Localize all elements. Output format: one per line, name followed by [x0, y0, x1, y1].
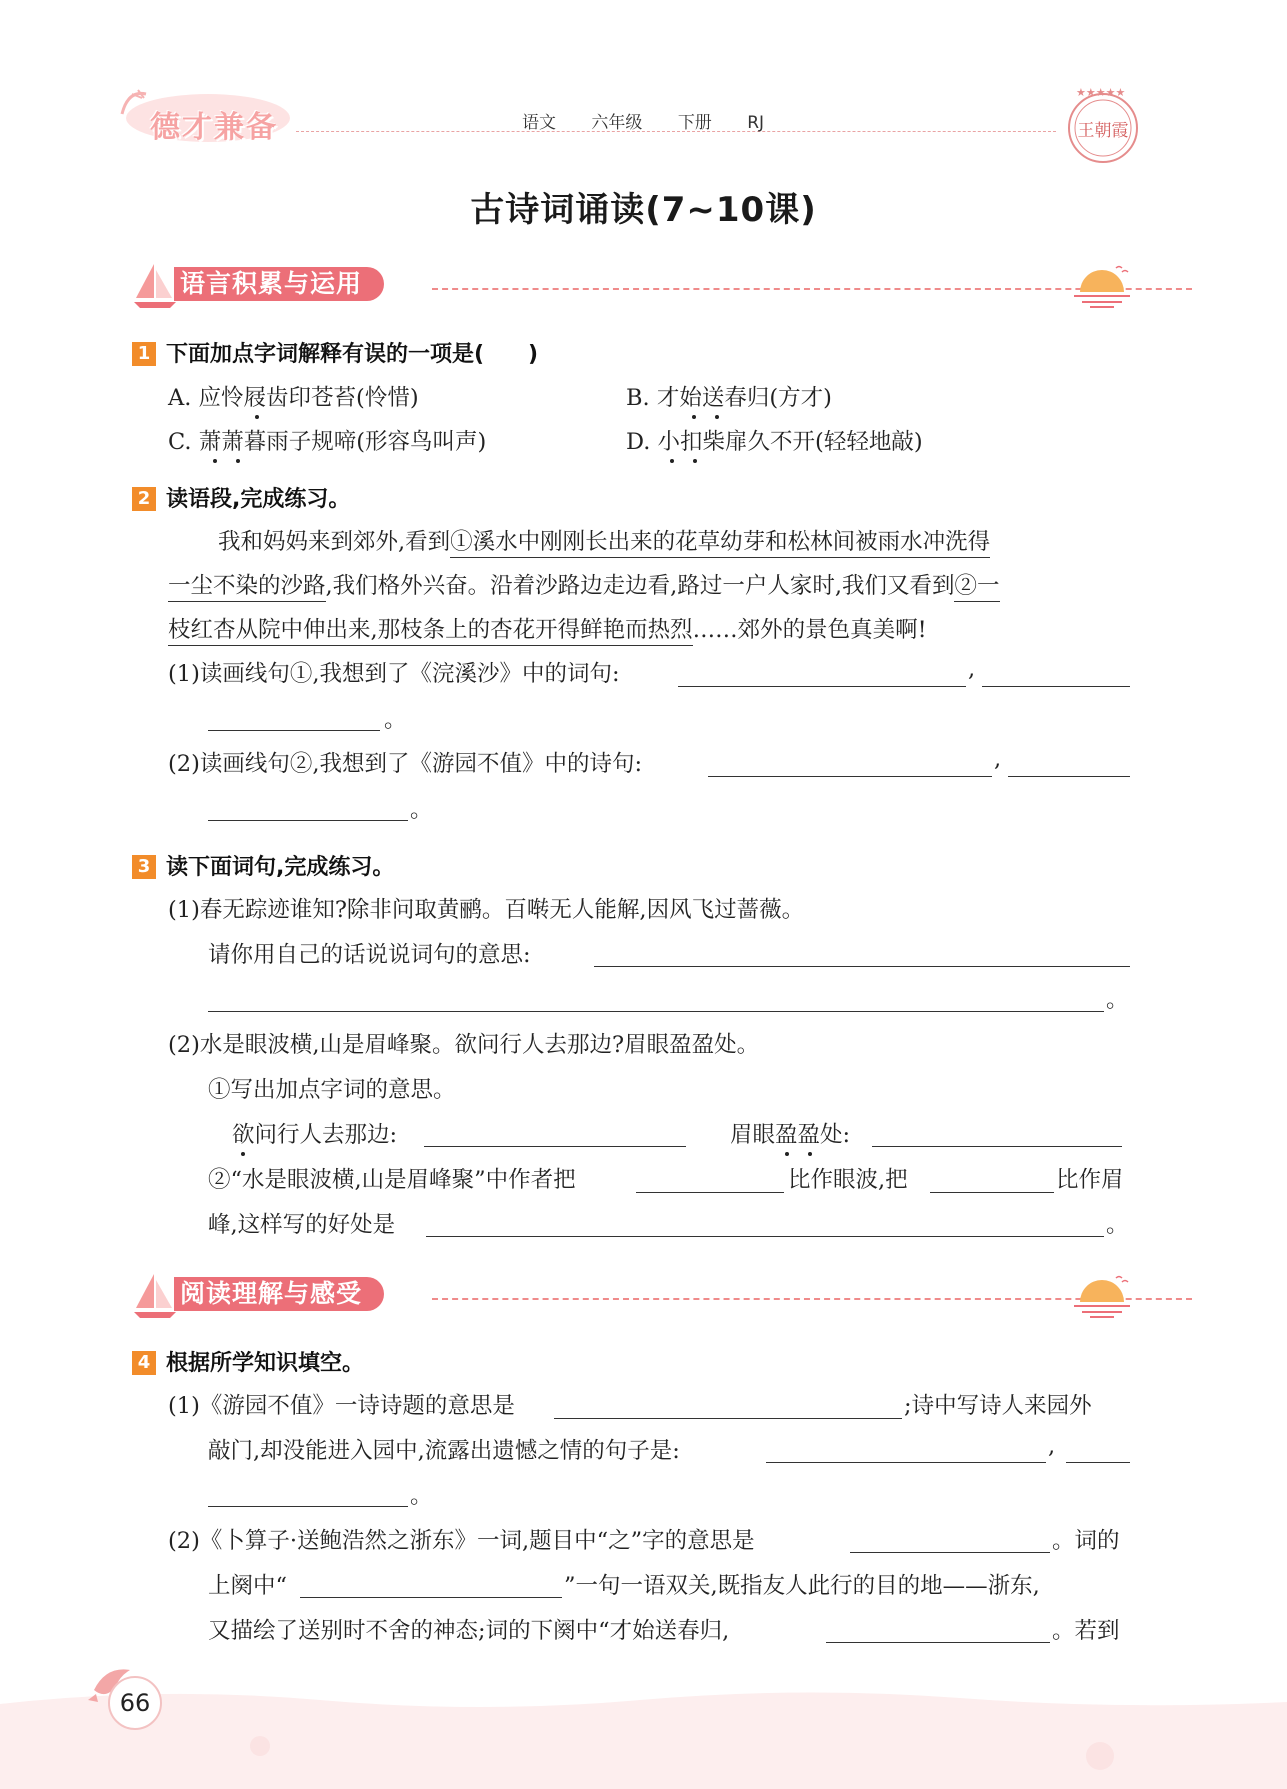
question-1-stem [132, 337, 538, 368]
q3-sub2-2a: ②“水是眼波横,山是眉峰聚”中作者把 [208, 1167, 576, 1193]
emphasis-dot-ying2 [799, 1117, 821, 1147]
option-b-text: B. 才始送春归(方才) [626, 385, 832, 411]
q3-sub1: (1)春无踪迹谁知?除非问取黄鹂。百啭无人能解,因风飞过蔷薇。 [168, 897, 805, 923]
option-a [168, 380, 419, 412]
answer-blank[interactable] [424, 1146, 686, 1147]
answer-blank[interactable] [708, 776, 992, 777]
answer-blank[interactable] [208, 820, 408, 821]
header-volume: 下册 [677, 113, 712, 133]
q3-sub2-1a [232, 1117, 397, 1149]
header-edition: RJ [747, 113, 765, 133]
option-c-text: C. 萧萧暮雨子规啼(形容鸟叫声) [168, 429, 487, 455]
emphasis-dot-a [246, 380, 268, 410]
answer-blank[interactable] [982, 686, 1130, 687]
page-title: 古诗词诵读(7~10课) [470, 190, 817, 230]
question-2-stem [132, 482, 350, 513]
period: 。 [1106, 987, 1129, 1013]
answer-blank[interactable] [426, 1236, 1104, 1237]
emphasis-dot-c1 [204, 424, 226, 454]
q2-sub1: (1)读画线句①,我想到了《浣溪沙》中的词句: [168, 661, 620, 687]
header-book-info [522, 108, 782, 133]
q3-sub2-1: ①写出加点字词的意思。 [208, 1077, 456, 1103]
question-number-4: 4 [132, 1351, 156, 1375]
q3-sub2-2d: 峰,这样写的好处是 [208, 1212, 396, 1238]
comma: , [994, 746, 1002, 772]
q3-sub2-2b: 比作眼波,把 [788, 1167, 908, 1193]
q2-sub2: (2)读画线句②,我想到了《游园不值》中的诗句: [168, 751, 643, 777]
section-title-2: 阅读理解与感受 [174, 1277, 384, 1311]
option-d-text: D. 小扣柴扉久不开(轻轻地敲) [626, 429, 923, 455]
answer-blank[interactable] [850, 1552, 1050, 1553]
q4-line-4a: (2)《卜算子·送鲍浩然之浙东》一词,题目中“之”字的意思是 [168, 1528, 755, 1554]
emphasis-dot-c2 [227, 424, 249, 454]
emphasis-dot-b1 [683, 380, 705, 410]
period: 。 [1106, 1212, 1129, 1238]
header-subject: 语文 [522, 113, 556, 133]
question-4-text: 根据所学知识填空。 [166, 1351, 365, 1376]
option-d [626, 424, 923, 456]
emphasis-dot-ying1 [776, 1117, 798, 1147]
answer-blank[interactable] [594, 966, 1130, 967]
q3-sub2-1b [730, 1117, 850, 1149]
period: 。 [410, 1483, 433, 1509]
option-b [626, 380, 832, 412]
seal-name-text: 王朝霞 [1077, 121, 1129, 141]
q4-line-6a: 又描绘了送别时不舍的神态;词的下阕中“才始送春归, [208, 1618, 730, 1644]
q4-line-6b: 。若到 [1052, 1618, 1120, 1644]
q4-line-5a: 上阕中“ [208, 1573, 288, 1599]
question-number-2: 2 [132, 487, 156, 511]
answer-blank[interactable] [636, 1192, 784, 1193]
answer-blank[interactable] [930, 1192, 1054, 1193]
passage-text: 我和妈妈来到郊外,看到 [218, 529, 451, 555]
emphasis-dot-yu [232, 1117, 254, 1147]
passage-text: ……郊外的景色真美啊! [692, 617, 927, 643]
header-grade: 六年级 [591, 113, 643, 133]
section-header-1 [132, 262, 1132, 310]
brand-logo-text: 德才兼备 [150, 110, 278, 145]
q4-line-1b: ;诗中写诗人来园外 [904, 1393, 1092, 1419]
underlined-sentence-2: ②一 [954, 573, 999, 602]
question-3-text: 读下面词句,完成练习。 [166, 855, 395, 880]
q4-line-4b: 。词的 [1052, 1528, 1120, 1554]
underlined-sentence-2-cont: 枝红杏从院中伸出来,那枝条上的杏花开得鲜艳而热烈 [168, 617, 693, 646]
option-c [168, 424, 486, 456]
underlined-sentence-1: ①溪水中刚刚长出来的花草幼芽和松林间被雨水冲洗得 [450, 529, 990, 558]
question-1-text: 下面加点字词解释有误的一项是( ) [166, 342, 539, 367]
sunset-icon [1072, 262, 1132, 310]
answer-blank[interactable] [208, 1011, 1104, 1012]
answer-blank[interactable] [826, 1642, 1050, 1643]
question-number-1: 1 [132, 342, 156, 366]
question-4-stem [132, 1346, 364, 1377]
answer-blank[interactable] [208, 730, 380, 731]
question-3-stem [132, 850, 394, 881]
section-header-2 [132, 1272, 1132, 1320]
period: 。 [384, 707, 407, 733]
q3-sub2-1a-text: 欲问行人去那边: [232, 1122, 398, 1148]
answer-blank[interactable] [766, 1462, 1046, 1463]
svg-text:★★★★★: ★★★★★ [1076, 86, 1126, 99]
answer-blank[interactable] [208, 1506, 408, 1507]
comma: , [968, 656, 976, 682]
option-a-text: A. 应怜屐齿印苍苔(怜惜) [168, 385, 419, 411]
q4-line-5b: ”一句一语双关,既指友人此行的目的地——浙东, [564, 1573, 1040, 1599]
answer-blank[interactable] [1066, 1462, 1130, 1463]
passage-line-1 [218, 524, 990, 556]
sunset-icon [1072, 1272, 1132, 1320]
passage-line-2 [168, 568, 1000, 600]
question-number-3: 3 [132, 855, 156, 879]
answer-blank[interactable] [300, 1597, 562, 1598]
question-2-text: 读语段,完成练习。 [166, 487, 351, 512]
sailboat-icon [132, 1272, 180, 1320]
page-number: 66 [108, 1676, 162, 1730]
section-title-1: 语言积累与运用 [174, 267, 384, 301]
q3-sub2-1b-text: 眉眼盈盈处: [730, 1122, 851, 1148]
q4-line-2a: 敲门,却没能进入园中,流露出遗憾之情的句子是: [208, 1438, 680, 1464]
period: 。 [410, 797, 433, 823]
q3-sub1-prompt: 请你用自己的话说说词句的意思: [208, 942, 531, 968]
sailboat-icon [132, 262, 180, 310]
q4-line-1a: (1)《游园不值》一诗诗题的意思是 [168, 1393, 515, 1419]
comma: , [1048, 1433, 1056, 1459]
q3-sub2: (2)水是眼波横,山是眉峰聚。欲问行人去那边?眉眼盈盈处。 [168, 1032, 760, 1058]
passage-text: ,我们格外兴奋。沿着沙路边走边看,路过一户人家时,我们又看到 [325, 573, 955, 599]
seal-stamp [1062, 84, 1144, 166]
passage-line-3 [168, 612, 927, 644]
emphasis-dot-d1 [661, 424, 683, 454]
answer-blank[interactable] [1008, 776, 1130, 777]
underlined-sentence-1-cont: 一尘不染的沙路 [168, 573, 326, 602]
answer-blank[interactable] [678, 686, 966, 687]
answer-blank[interactable] [554, 1418, 902, 1419]
footer-wave [0, 1686, 1287, 1789]
emphasis-dot-b2 [706, 380, 728, 410]
q3-sub2-2c: 比作眉 [1056, 1167, 1124, 1193]
answer-blank[interactable] [872, 1146, 1122, 1147]
emphasis-dot-d2 [684, 424, 706, 454]
